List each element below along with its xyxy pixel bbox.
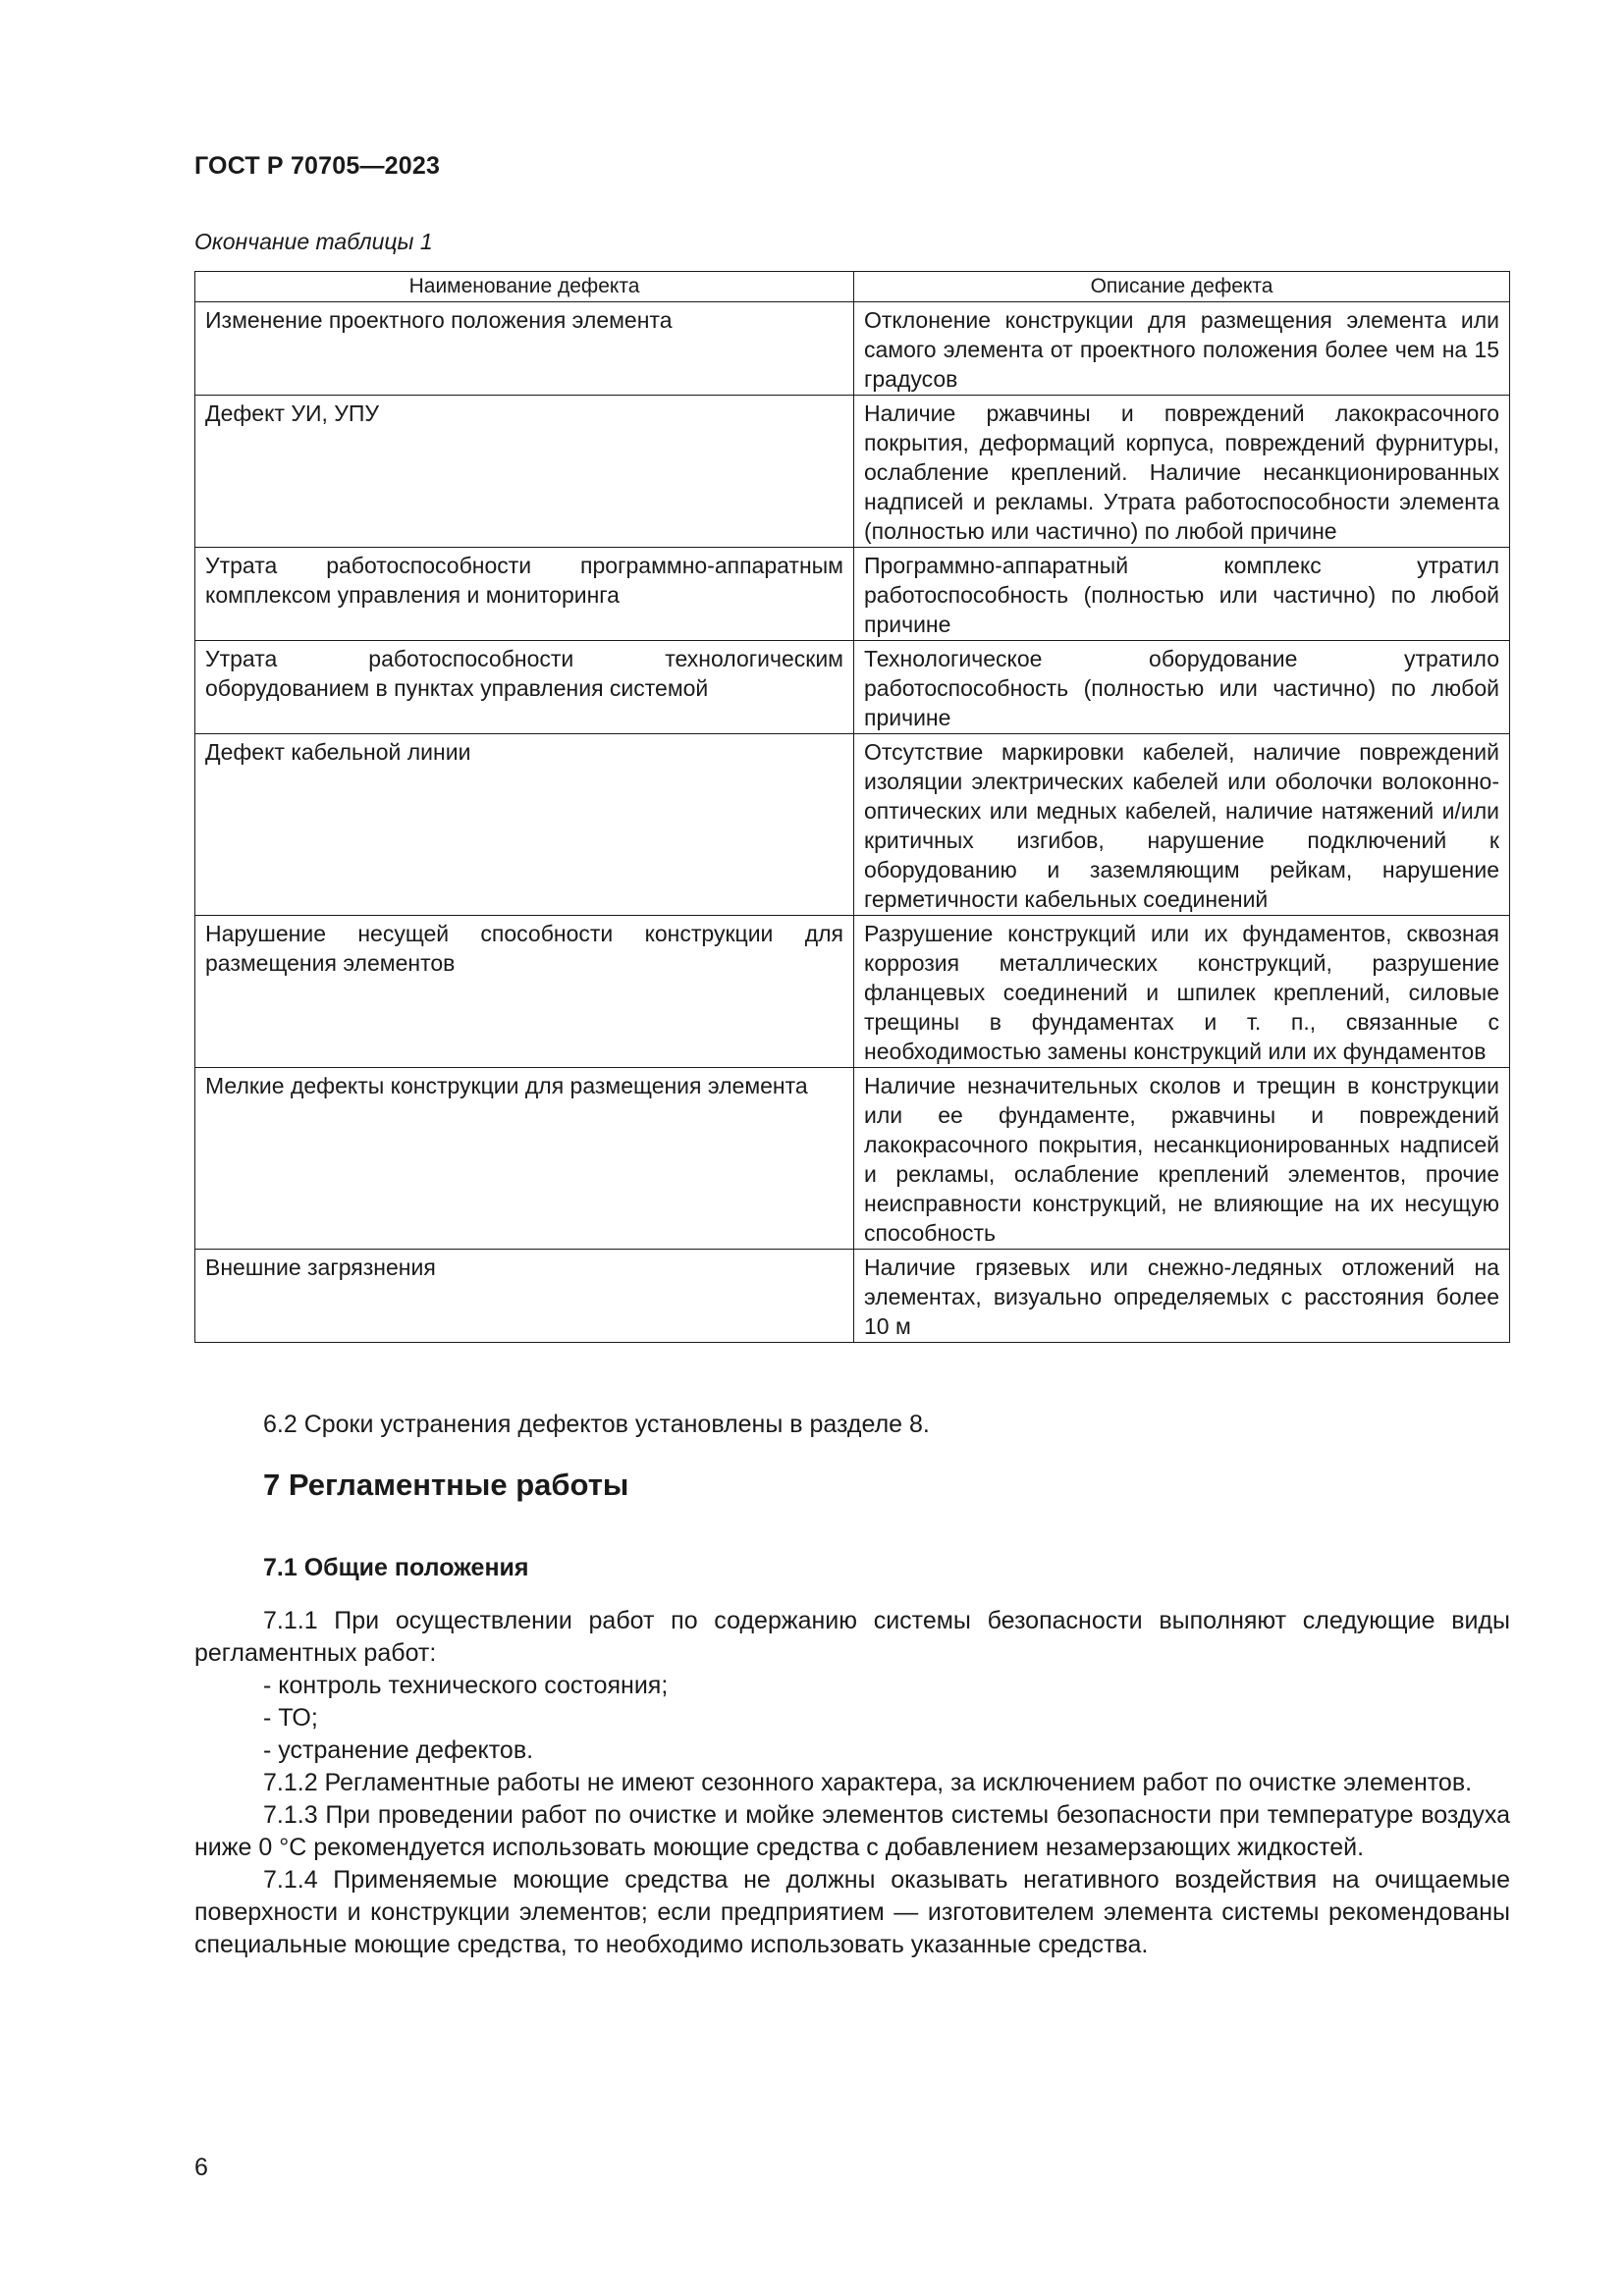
defect-description: Наличие незначительных сколов и трещин в конструкции или ее фундаменте, ржавчины и повреждений лакокрасочного покрытия, несанкционированных надписей и рекламы, ослабление креплений элементов, прочие неисправности конструкций, не влияющие на их несущую способность — [854, 1068, 1510, 1250]
document-header: ГОСТ Р 70705—2023 — [194, 152, 441, 180]
defect-name: Дефект УИ, УПУ — [195, 396, 854, 548]
defect-name: Нарушение несущей способности конструкции для размещения элементов — [195, 916, 854, 1068]
paragraph-7-1-4: 7.1.4 Применяемые моющие средства не должны оказывать негативного воздействия на очищаемые поверхности и конструкции элементов; если предприятием — изготовителем элемента системы рекомендованы специальные моющие средства, то необходимо использовать указанные средства. — [194, 1866, 1510, 1958]
defect-name: Внешние загрязнения — [195, 1250, 854, 1343]
defect-description: Наличие грязевых или снежно-ледяных отложений на элементах, визуально определяемых с расстояния более 10 м — [854, 1250, 1510, 1343]
defect-description: Отклонение конструкции для размещения элемента или самого элемента от проектного положения более чем на 15 градусов — [854, 302, 1510, 396]
column-header-name: Наименование дефекта — [195, 272, 854, 302]
defect-description: Отсутствие маркировки кабелей, наличие повреждений изоляции электрических кабелей или оболочки волоконно-оптических или медных кабелей, наличие натяжений и/или критичных изгибов, нарушение подключений к оборудованию и заземляющим рейкам, нарушение герметичности кабельных соединений — [854, 734, 1510, 916]
defects-table — [194, 271, 1510, 1343]
paragraph-7-1-3: 7.1.3 При проведении работ по очистке и мойке элементов системы безопасности при температуре воздуха ниже 0 °С рекомендуется использовать моющие средства с добавлением незамерзающих жидкостей. — [194, 1801, 1510, 1861]
defect-name: Дефект кабельной линии — [195, 734, 854, 916]
defect-description: Разрушение конструкций или их фундаментов, сквозная коррозия металлических конструкций, разрушение фланцевых соединений и шпилек креплений, силовые трещины в фундаментах и т. п., связанные с необходимостью замены конструкций или их фундаментов — [854, 916, 1510, 1068]
defect-description: Программно-аппаратный комплекс утратил работоспособность (полностью или частично) по любой причине — [854, 548, 1510, 641]
defect-name: Утрата работоспособности технологическим оборудованием в пунктах управления системой — [195, 641, 854, 734]
table-header-row — [195, 272, 1510, 302]
table-row — [195, 302, 1510, 396]
table-row — [195, 641, 1510, 734]
table-caption: Окончание таблицы 1 — [194, 229, 433, 254]
table-row — [195, 1250, 1510, 1343]
paragraph-7-1-1: 7.1.1 При осуществлении работ по содержанию системы безопасности выполняют следующие виды регламентных работ: — [194, 1607, 1510, 1667]
table-row — [195, 548, 1510, 641]
defect-description: Наличие ржавчины и повреждений лакокрасочного покрытия, деформаций корпуса, повреждений фурнитуры, ослабление креплений. Наличие несанкционированных надписей и рекламы. Утрата работоспособности элемента (полностью или частично) по любой причине — [854, 396, 1510, 548]
defect-name: Утрата работоспособности программно-аппаратным комплексом управления и мониторинга — [195, 548, 854, 641]
column-header-description: Описание дефекта — [854, 272, 1510, 302]
table-row — [195, 396, 1510, 548]
section-7-1-body — [194, 1605, 1510, 1961]
section-7-1-title: 7.1 Общие положения — [263, 1554, 529, 1581]
paragraph-7-1-2: 7.1.2 Регламентные работы не имеют сезонного характера, за исключением работ по очистке элементов. — [263, 1769, 1473, 1796]
list-item: - контроль технического состояния; — [263, 1672, 669, 1699]
table-row — [195, 916, 1510, 1068]
table-row — [195, 734, 1510, 916]
paragraph-6-2: 6.2 Сроки устранения дефектов установлены в разделе 8. — [263, 1411, 930, 1438]
defect-name: Мелкие дефекты конструкции для размещения элемента — [195, 1068, 854, 1250]
table-row — [195, 1068, 1510, 1250]
list-item: - ТО; — [263, 1704, 318, 1732]
section-6-2 — [194, 1409, 1510, 1441]
list-item: - устранение дефектов. — [263, 1736, 534, 1764]
page-number: 6 — [194, 2154, 208, 2181]
defect-description: Технологическое оборудование утратило работоспособность (полностью или частично) по любой причине — [854, 641, 1510, 734]
section-7-title: 7 Регламентные работы — [263, 1468, 629, 1502]
defect-name: Изменение проектного положения элемента — [195, 302, 854, 396]
